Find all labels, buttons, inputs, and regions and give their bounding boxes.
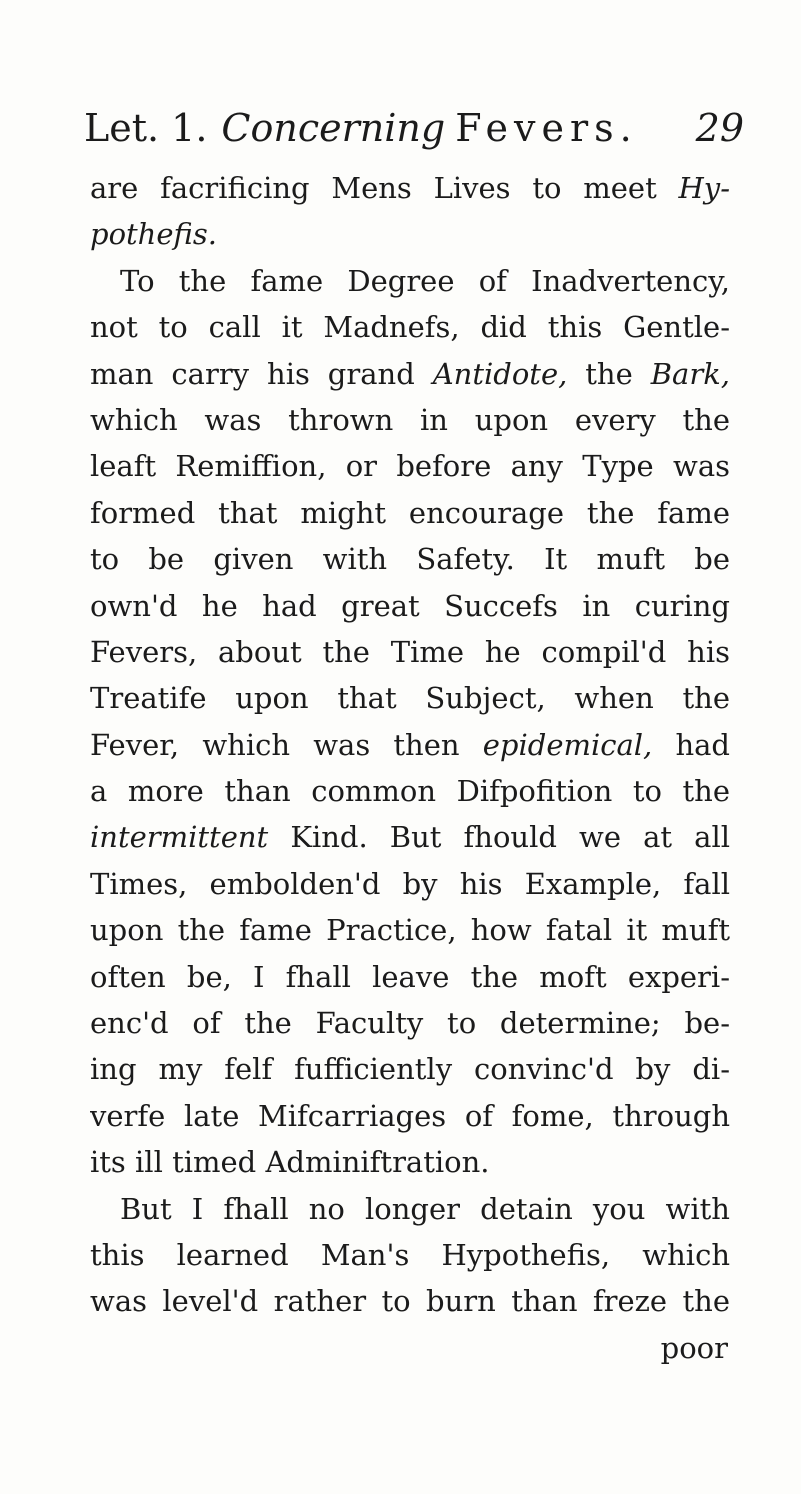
- text-segment: To the fame Degree of Inadvertency,: [120, 263, 730, 298]
- text-line: [90, 490, 730, 536]
- text-segment: Fevers, about the Time he compil'd his: [90, 634, 730, 669]
- italic-segment: Hy-: [678, 171, 730, 205]
- text-line: [90, 165, 730, 211]
- page-number: 29: [695, 106, 744, 150]
- italic-segment: Antidote,: [432, 356, 568, 391]
- text-line: [90, 1093, 730, 1139]
- text-segment: to be given with Safety. It muft be: [90, 542, 730, 577]
- italic-segment: intermittent: [90, 820, 269, 855]
- italic-segment: Bark,: [650, 356, 730, 391]
- text-line: [90, 443, 730, 489]
- italic-segment: epidemical,: [482, 727, 653, 762]
- running-head-concerning: Concerning: [221, 106, 446, 150]
- text-line: [90, 258, 730, 304]
- text-line: [90, 722, 730, 768]
- text-line: [90, 954, 730, 1000]
- text-line: [90, 907, 730, 953]
- text-segment: enc'd of the Faculty to determine; be-: [90, 1006, 730, 1041]
- text-segment: verfe late Mifcarriages of fome, through: [90, 1098, 730, 1133]
- text-line: [90, 397, 730, 443]
- text-segment: Fever, which was then: [90, 727, 483, 762]
- text-line: [90, 768, 730, 814]
- text-line: [90, 1186, 730, 1232]
- running-head-left: [84, 98, 638, 158]
- text-line: [90, 1000, 730, 1046]
- text-line: [90, 675, 730, 721]
- italic-segment: pothefis.: [90, 217, 217, 252]
- text-line: [90, 351, 730, 397]
- running-head: [84, 98, 744, 158]
- text-line: [90, 861, 730, 907]
- text-line: [90, 629, 730, 675]
- text-line: [90, 304, 730, 350]
- letter-label: Let. 1.: [84, 106, 208, 150]
- text-segment: Kind. But fhould we at all: [268, 820, 730, 855]
- text-segment: ing my felf fufficiently convinc'd by di-: [90, 1052, 730, 1087]
- text-line: [90, 1232, 730, 1278]
- text-segment: its ill timed Adminiftration.: [90, 1145, 490, 1180]
- text-line: [90, 536, 730, 582]
- text-segment: the: [567, 356, 651, 391]
- running-head-topic: Fevers.: [455, 106, 638, 150]
- text-segment: a more than common Difpofition to the: [90, 774, 730, 809]
- body-text: [90, 165, 730, 1371]
- text-segment: often be, I fhall leave the moft experi-: [90, 959, 730, 994]
- text-line: [90, 1278, 730, 1324]
- text-line: [90, 583, 730, 629]
- text-segment: which was thrown in upon every the: [90, 402, 730, 437]
- text-segment: Times, embolden'd by his Example, fall: [90, 866, 730, 901]
- text-line: [90, 1046, 730, 1092]
- text-line: [90, 1325, 730, 1371]
- text-segment: not to call it Madnefs, did this Gentle-: [90, 310, 730, 345]
- text-segment: was level'd rather to burn than freze the: [90, 1284, 730, 1319]
- text-segment: upon the fame Practice, how fatal it muft: [90, 913, 730, 948]
- text-segment: But I fhall no longer detain you with: [120, 1191, 730, 1226]
- text-segment: man carry his grand: [90, 356, 433, 391]
- text-segment: own'd he had great Succefs in curing: [90, 588, 730, 623]
- text-line: [90, 1139, 730, 1185]
- text-line: [90, 814, 730, 860]
- text-segment: are facrificing Mens Lives to meet: [90, 171, 679, 205]
- text-segment: this learned Man's Hypothefis, which: [90, 1237, 730, 1272]
- text-segment: poor: [660, 1330, 728, 1365]
- text-segment: formed that might encourage the fame: [90, 495, 730, 530]
- text-segment: Treatife upon that Subject, when the: [90, 681, 730, 716]
- text-segment: had: [652, 727, 730, 762]
- text-segment: leaft Remiffion, or before any Type was: [90, 449, 730, 484]
- text-line: [90, 211, 730, 257]
